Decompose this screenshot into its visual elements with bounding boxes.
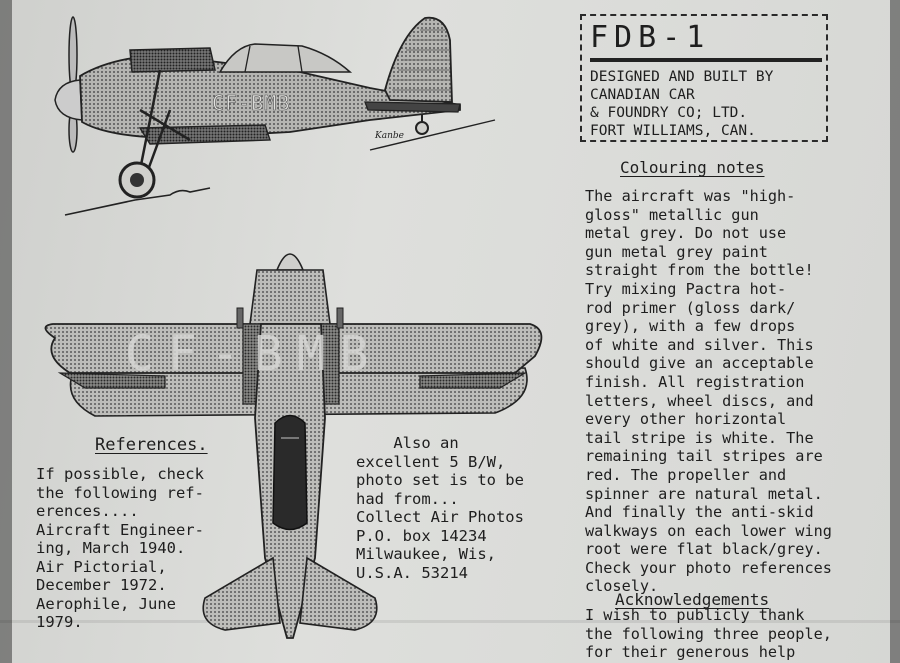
page-left-edge	[0, 0, 12, 663]
canopy	[220, 44, 350, 72]
references-heading: References.	[95, 435, 208, 455]
acknowledgements-heading: Acknowledgements	[615, 590, 770, 609]
acknowledgements-body: I wish to publicly thank the following three people, for their generous help	[585, 606, 832, 662]
top-canopy	[273, 416, 307, 530]
photo-set-text: Also an excellent 5 B/W, photo set is to be had from... Collect Air Photos P.O. box 14234 Milwaukee, Wis, U.S.A. 53214	[356, 434, 524, 582]
horizontal-tail	[365, 102, 460, 112]
top-cowling	[250, 270, 330, 324]
cowling	[130, 48, 215, 72]
designer-text: DESIGNED AND BUILT BY CANADIAN CAR & FOUNDRY CO; LTD. FORT WILLIAMS, CAN.	[590, 69, 774, 139]
model-title: FDB-1	[590, 20, 711, 55]
title-underline	[590, 58, 822, 62]
colouring-heading: Colouring notes	[620, 158, 765, 177]
tail-wheel	[416, 122, 428, 134]
top-registration: CF-BMB	[125, 326, 383, 382]
spinner	[55, 80, 82, 120]
side-view-drawing	[40, 10, 560, 235]
colouring-body: The aircraft was "high- gloss" metallic gun metal grey. Do not use gun metal grey paint straight from the bottle! Try mixing Pactra hot- rod primer (gloss dark/ grey), with a few drops of white and silver. This should give an acceptable finish. All registration letters, wheel discs, and every other horizontal tail stripe is white. The remaining tail stripes are red. The propeller and spinner are natural metal. And finally the anti-skid walkways on each lower wing root were flat black/grey. Check your photo references closely.	[585, 187, 832, 596]
title-block	[580, 14, 828, 142]
side-registration: CF-BMB	[212, 91, 291, 115]
top-tailplane	[203, 558, 280, 630]
artist-signature: Kanbe	[375, 131, 404, 141]
references-body: If possible, check the following ref- erences.... Aircraft Engineer- ing, March 1940. Air Pictorial, December 1972. Aerophile, June 1979.	[36, 465, 204, 631]
top-spinner	[277, 254, 303, 270]
page-right-edge	[890, 0, 900, 663]
